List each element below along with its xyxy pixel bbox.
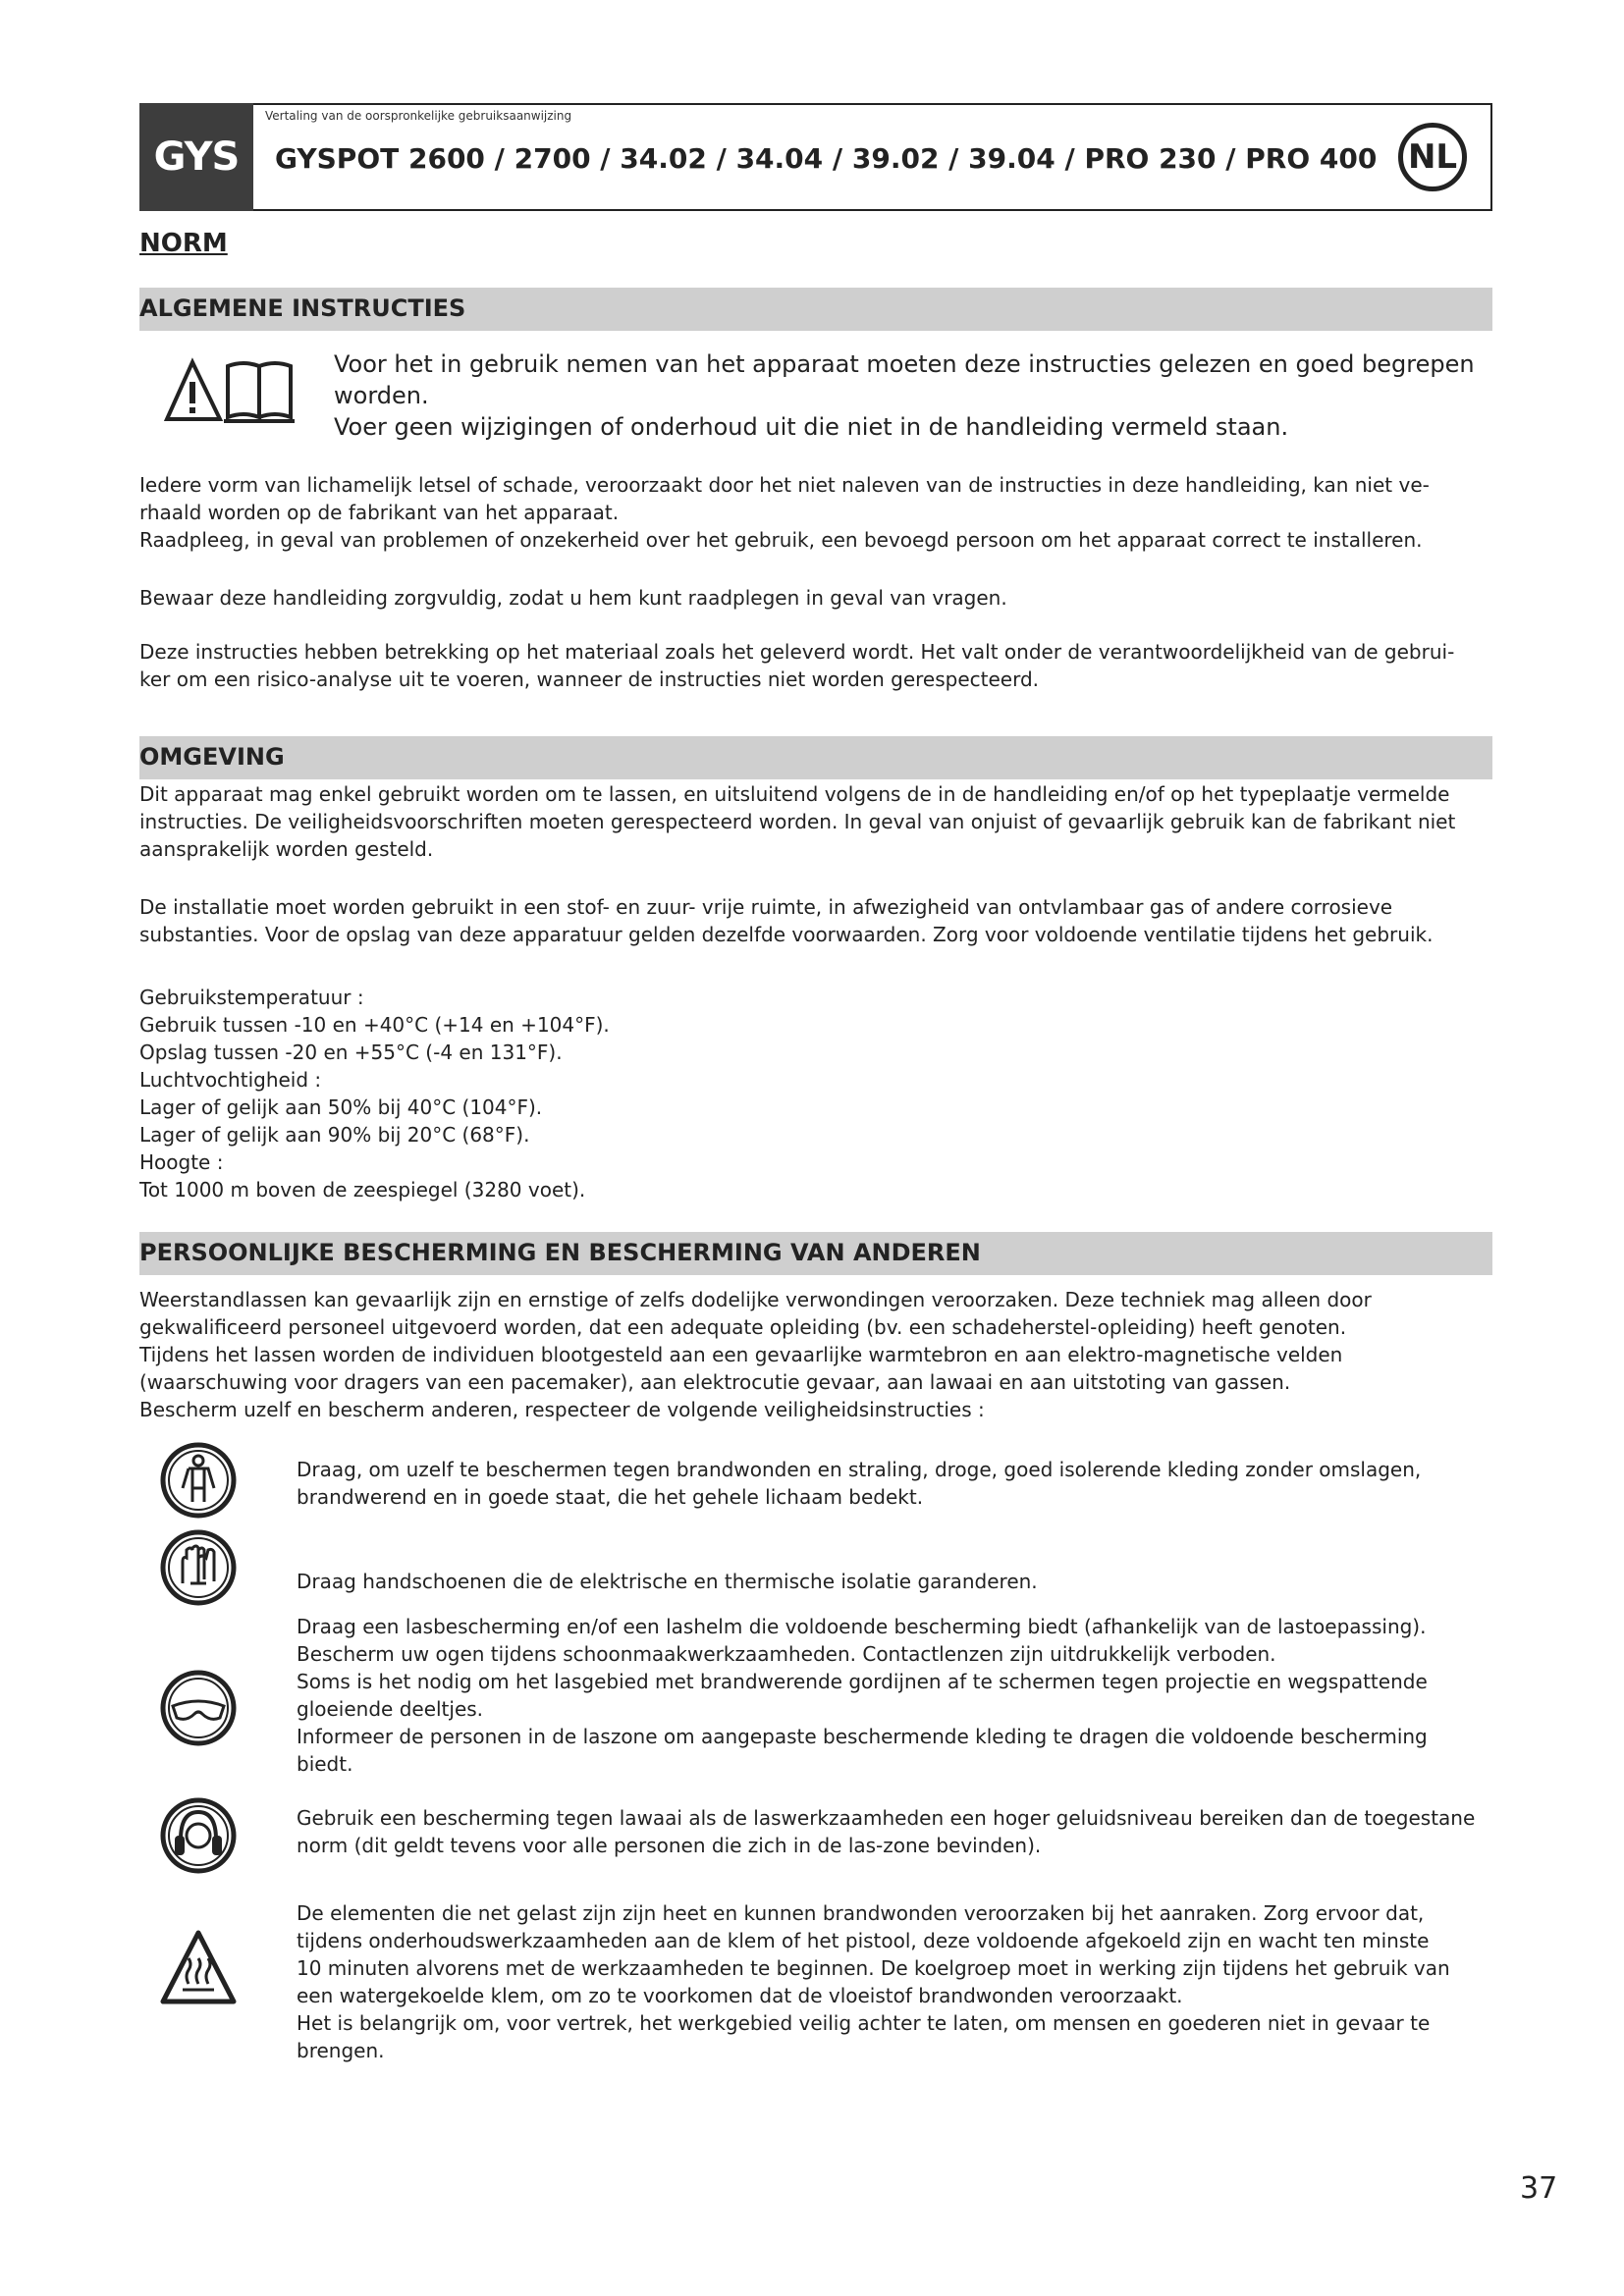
general-paragraph-2: Bewaar deze handleiding zorgvuldig, zodat u hem kunt raadplegen in geval van vragen. — [139, 586, 1007, 610]
general-intro — [334, 348, 1492, 443]
protective-clothing-icon — [159, 1441, 238, 1520]
warning-manual-icon — [163, 356, 302, 427]
page-number: 37 — [1520, 2171, 1558, 2206]
environment-paragraph-1 — [139, 780, 1492, 863]
hearing-instruction — [297, 1804, 1514, 1859]
language-badge: NL — [1398, 123, 1467, 191]
section-title-protection: PERSOONLIJKE BESCHERMING EN BESCHERMING VAN ANDEREN — [139, 1239, 981, 1266]
gys-logo: GYS — [139, 103, 253, 211]
heat-line: brengen. — [297, 2039, 385, 2062]
spec-line: Hoogte : — [139, 1150, 224, 1174]
clothing-line: Draag, om uzelf te beschermen tegen brandwonden en straling, droge, goed isolerende kleding zonder omslagen, — [297, 1458, 1422, 1481]
heat-line: een watergekoelde klem, om zo te voorkomen dat de vloeistof brandwonden veroorzaakt. — [297, 1984, 1183, 2007]
general-p3-line: ker om een risico-analyse uit te voeren, wanneer de instructies niet worden gerespecteerd. — [139, 667, 1039, 691]
eyes-line: Draag een lasbescherming en/of een lashelm die voldoende bescherming biedt (afhankelijk van de lastoepassing). — [297, 1615, 1427, 1638]
general-intro-line: Voer geen wijzigingen of onderhoud uit die niet in de handleiding vermeld staan. — [334, 413, 1289, 441]
heat-line: tijdens onderhoudswerkzaamheden aan de klem of het pistool, deze voldoende afgekoeld zijn en wacht ten minste — [297, 1929, 1430, 1952]
general-paragraph-3 — [139, 638, 1492, 693]
environment-specs — [139, 984, 1492, 1203]
protection-p1-line: (waarschuwing voor dragers van een pacemaker), aan elektrocutie gevaar, aan lawaai en aan uitstoting van gassen. — [139, 1370, 1291, 1394]
spec-line: Lager of gelijk aan 90% bij 20°C (68°F). — [139, 1123, 530, 1147]
section-bar-environment — [139, 736, 1492, 779]
section-title-general: ALGEMENE INSTRUCTIES — [139, 294, 466, 322]
heat-line: De elementen die net gelast zijn zijn heet en kunnen brandwonden veroorzaken bij het aanraken. Zorg ervoor dat, — [297, 1901, 1425, 1925]
general-p1-line: rhaald worden op de fabrikant van het apparaat. — [139, 501, 620, 524]
protection-p1-line: gekwalificeerd personeel uitgevoerd worden, dat een adequate opleiding (bv. een schadeherstel-opleiding) heeft genoten. — [139, 1315, 1347, 1339]
norm-heading: NORM — [139, 229, 228, 258]
heat-line: 10 minuten alvorens met de werkzaamheden te beginnen. De koelgroep moet in werking zijn tijdens het gebruik van — [297, 1956, 1450, 1980]
general-p1-line: Iedere vorm van lichamelijk letsel of schade, veroorzaakt door het niet naleven van de instructies in deze handleiding, kan niet ve- — [139, 473, 1430, 497]
hot-surface-instruction — [297, 1899, 1514, 2064]
ears-line: norm (dit geldt tevens voor alle personen die zich in de las-zone bevinden). — [297, 1834, 1042, 1857]
general-p3-line: Deze instructies hebben betrekking op het materiaal zoals het geleverd wordt. Het valt onder de verantwoordelijkheid van de gebrui- — [139, 640, 1455, 664]
gloves-instruction: Draag handschoenen die de elektrische en thermische isolatie garanderen. — [297, 1570, 1038, 1593]
general-intro-line: Voor het in gebruik nemen van het apparaat moeten deze instructies gelezen en goed begrepen — [334, 350, 1475, 378]
protective-gloves-icon — [159, 1528, 238, 1607]
eye-protection-instruction — [297, 1613, 1514, 1778]
general-intro-line: worden. — [334, 382, 429, 409]
general-p1-line: Raadpleeg, in geval van problemen of onzekerheid over het gebruik, een bevoegd persoon om het apparaat correct te installeren. — [139, 528, 1423, 552]
eye-protection-icon — [159, 1669, 238, 1747]
hot-surface-warning-icon — [159, 1929, 238, 2007]
spec-line: Tot 1000 m boven de zeespiegel (3280 voet). — [139, 1178, 586, 1201]
spec-line: Opslag tussen -20 en +55°C (-4 en 131°F). — [139, 1041, 563, 1064]
environment-p1-line: instructies. De veiligheidsvoorschriften moeten gerespecteerd worden. In geval van onjuist of gevaarlijk gebruik kan de fabrikant niet — [139, 810, 1456, 833]
spec-line: Gebruik tussen -10 en +40°C (+14 en +104°F). — [139, 1013, 610, 1037]
section-title-environment: OMGEVING — [139, 743, 285, 771]
header-title: GYSPOT 2600 / 2700 / 34.02 / 34.04 / 39.02 / 39.04 / PRO 230 / PRO 400 — [275, 142, 1378, 175]
general-paragraph-1 — [139, 471, 1492, 554]
protection-paragraph — [139, 1286, 1492, 1423]
eyes-line: gloeiende deeltjes. — [297, 1697, 484, 1721]
eyes-line: Informeer de personen in de laszone om aangepaste beschermende kleding te dragen die voldoende bescherming — [297, 1725, 1428, 1748]
clothing-instruction — [297, 1456, 1514, 1511]
protection-p1-line: Weerstandlassen kan gevaarlijk zijn en ernstige of zelfs dodelijke verwondingen veroorzaken. Deze techniek mag alleen door — [139, 1288, 1372, 1311]
environment-p1-line: aansprakelijk worden gesteld. — [139, 837, 434, 861]
spec-line: Lager of gelijk aan 50% bij 40°C (104°F). — [139, 1095, 543, 1119]
environment-paragraph-2 — [139, 893, 1492, 948]
page — [139, 103, 1492, 2062]
environment-p1-line: Dit apparaat mag enkel gebruikt worden om te lassen, en uitsluitend volgens de in de handleiding en/of op het typeplaatje vermelde — [139, 782, 1450, 806]
eyes-line: Bescherm uw ogen tijdens schoonmaakwerkzaamheden. Contactlenzen zijn uitdrukkelijk verboden. — [297, 1642, 1276, 1666]
protection-p1-line: Bescherm uzelf en bescherm anderen, respecteer de volgende veiligheidsinstructies : — [139, 1398, 985, 1421]
protection-p1-line: Tijdens het lassen worden de individuen blootgesteld aan een gevaarlijke warmtebron en aan elektro-magnetische velden — [139, 1343, 1343, 1366]
spec-line: Gebruikstemperatuur : — [139, 986, 364, 1009]
header-subtitle: Vertaling van de oorspronkelijke gebruiksaanwijzing — [265, 109, 572, 123]
ears-line: Gebruik een bescherming tegen lawaai als de laswerkzaamheden een hoger geluidsniveau bereiken dan de toegestane — [297, 1806, 1476, 1830]
spec-line: Luchtvochtigheid : — [139, 1068, 322, 1092]
clothing-line: brandwerend en in goede staat, die het gehele lichaam bedekt. — [297, 1485, 924, 1509]
section-bar-protection — [139, 1232, 1492, 1275]
document-header — [139, 103, 1492, 211]
section-bar-general — [139, 288, 1492, 331]
hearing-protection-icon — [159, 1796, 238, 1875]
environment-p2-line: De installatie moet worden gebruikt in een stof- en zuur- vrije ruimte, in afwezigheid van ontvlambaar gas of andere corrosieve — [139, 895, 1393, 919]
heat-line: Het is belangrijk om, voor vertrek, het werkgebied veilig achter te laten, om mensen en goederen niet in gevaar te — [297, 2011, 1431, 2035]
eyes-line: biedt. — [297, 1752, 353, 1776]
eyes-line: Soms is het nodig om het lasgebied met brandwerende gordijnen af te schermen tegen projectie en wegspattende — [297, 1670, 1428, 1693]
environment-p2-line: substanties. Voor de opslag van deze apparatuur gelden dezelfde voorwaarden. Zorg voor voldoende ventilatie tijdens het gebruik. — [139, 923, 1434, 946]
